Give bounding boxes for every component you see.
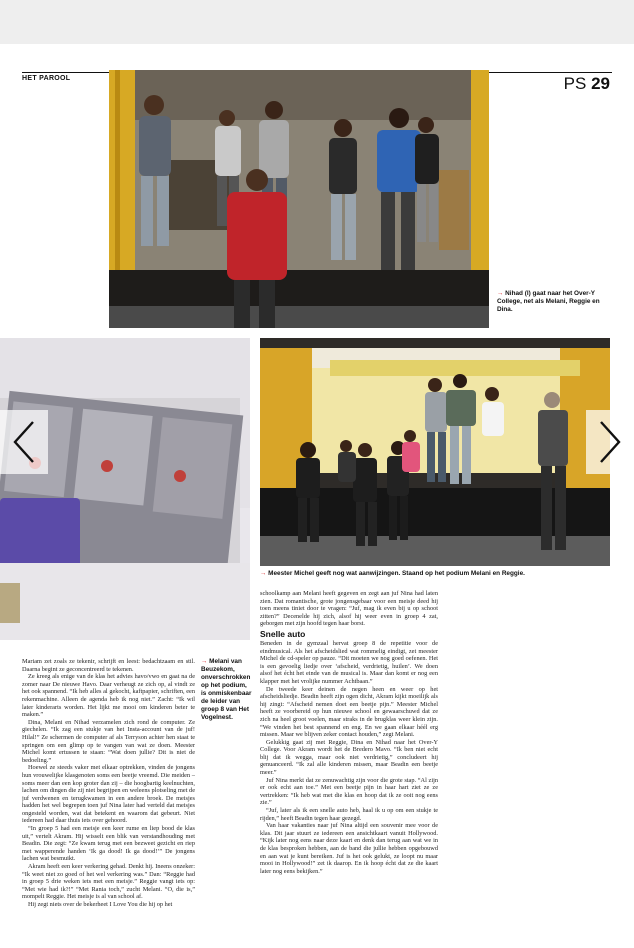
- paragraph: Juf Nina merkt dat ze zenuwachtig zijn voor die grote stap. “Al zijn er ook echt aan toe.” Met een beetje pijn in haar hart ziet ze ze vertrekken: “Ik heb wat met die klas en hoop dat ik ze ooit nog eens zie.”: [260, 776, 438, 807]
- top-photo-image: [109, 70, 489, 328]
- pullquote-text: Melani van Beuzekom, onverschrokken op het podium, is onmiskenbaar de leider van groep 8 van Het Vogelnest.: [201, 658, 252, 721]
- paragraph: “Juf, later als ik een snelle auto heb, haal ik u op om een stukje te rijden,” heeft Beadin tegen haar gezegd.: [260, 807, 438, 822]
- paragraph: Van haar vakanties naar juf Nina altijd een souvenir mee voor de klas. Dit jaar stuurt ze iedereen een ansichtkaart vanuit Hollywood. “Kijk later nog eens naar deze kaart en denk dan terug aan wat we in de klas besproken hebben, aan de band die jullie hebben opgebouwd en aan wat je kunt bereiken. Juf is het ook gelukt, ze loopt nu maar mooi in Hollywood!” zet ik daarop. En ik hoop écht dat ze die kaart later nog eens bekijken.”: [260, 822, 438, 875]
- newspaper-page: [0, 44, 634, 948]
- paragraph: Beneden in de gymzaal hervat groep 8 de repetitie voor de eindmusical. Als het afscheidslied wat rommelig eindigt, zet meester Michel de cd-speler op pauze. “Dit moeten we nog goed oefenen. Het is een gevoelig liedje over ‘afscheid, verdrietig, huilen’. We doen alsof het écht het einde van de musical is. Maar dan komt er nog een klapper met het vrolijke nummer Achtbaan.”: [260, 639, 438, 685]
- paragraph: De tweede keer deinen de negen heen en weer op het afscheidsliedje. Beadin heeft zijn ogen dicht, Akram kijkt moeilijk als hij zingt: “Afscheid nemen doet een beetje pijn.” Meester Michel heeft ze voorbereid op hun nieuwe school en gewaarschuwd dat ze zich na heel groot voelen, maar straks in de brugklas weer klein zijn. “We vinden het best spannend en eng. En we gaan elkaar héél erg missen. Maar we blijven zeker contact houden,” zegt Melani.: [260, 685, 438, 739]
- stage-photo-image: [260, 338, 610, 566]
- top-photo: [109, 70, 489, 328]
- page-number: 29: [591, 74, 610, 93]
- paragraph: Hij zegt niets over de bekerheet I Love You die hij op het: [28, 901, 173, 908]
- stage-photo-caption: [260, 570, 610, 578]
- next-page-button[interactable]: [586, 410, 634, 474]
- prev-page-button[interactable]: [0, 410, 48, 474]
- viewer-top-bar: [0, 0, 634, 44]
- paragraph: Ze kreeg als enige van de klas het advies havo/vwo en gaat na de zomer naar De nieuwe Havo. Daar verheugt ze zich op, al vindt ze het ook spannend. “Ik heb alles al gekocht, kaftpapier, schriften, een rekenmachine. Alleen de agenda heb ik nog niet.” Zacht: “Ik wil later kinderarts worden. Het lijkt me mooi om kinderen beter te maken.”: [22, 673, 195, 719]
- pullquote-caption: [201, 658, 253, 722]
- subheading: Snelle auto: [260, 628, 306, 639]
- top-photo-caption-text: Nihad (l) gaat naar het Over-Y College, net als Melani, Reggie en Dina.: [497, 290, 600, 313]
- section-prefix: PS: [563, 74, 587, 93]
- paragraph: Akram heeft een keer verkering gehad. Denkt hij. Ineens onzeker: “Ik weet niet zo goed of het wel verkering was.” Dan: “Reggie had in groep 5 drie weken iets met een meisje.” Reggie vangt iets op: “Met wie had ik?!” “Met Rania toch,” zucht Melani. “O, die is,” mompelt Reggie. Het meisje is al van school af.: [22, 863, 195, 901]
- stage-photo: [260, 338, 610, 566]
- masthead: HET PAROOL: [22, 75, 71, 82]
- page-section: [564, 74, 610, 94]
- left-photo: [0, 338, 250, 640]
- top-photo-caption: [497, 290, 607, 314]
- caption-arrow: →: [497, 290, 504, 297]
- article-column-right: [260, 590, 438, 946]
- paragraph: Mariam zet zoals ze tekenir, schrijft en leest: bedachtzaam en stil. Daarna begint ze geconcentreerd te tekenen.: [22, 658, 195, 673]
- paragraph: “In groep 5 had een meisje een keer rume en liep bood de klas uit,” vertelt Akram. Hij wisselt een blik van verstandhouding met Beadin. Die zegt: “Ze kwam terug met een bezweet gezicht en riep met wapperende handen ‘Ik ga dood! Ik ga dood!’” De jongens lachen wat besmuikt.: [22, 825, 195, 863]
- stage-photo-caption-text: Meester Michel geeft nog wat aanwijzingen. Staand op het podium Melani en Reggie.: [268, 570, 525, 577]
- paragraph: Gelukkig gaat zij met Reggie, Dina en Nihad naar het Over-Y College. Voor Akram wordt het de Bredero Mavo. “Ik ben niet echt blij dat ik wegga, maar ook niet verdrietig,” concludeert hij genuanceerd. “Ik zal alle kinderen missen, maar Beadin een beetje meer.”: [260, 738, 438, 777]
- caption-arrow: →: [260, 570, 267, 577]
- article-column-left: [22, 658, 195, 946]
- paragraph: Dina, Melani en Nihad verzamelen zich rond de computer. Ze giechelen. “Ik zag een stukje van het Insta-account van de juf! Hilal!” Ze schermen de computer af als Terryson achter hen staat te springen om een glimp op te vangen van wat ze doen. Meester Michel komt ertussen te staan: “Wat doen jullie? Dit is niet de bedoeling.”: [22, 718, 195, 764]
- paragraph: Hoewel ze steeds vaker met elkaar optrekken, vinden de jongens hun vrouwelijke klasgenoten soms een beetje vreemd. Die meiden – soms meer dan een kop groter dan zij – die hoogbartig keelnuchten, lachen om dingen die zij niet begrijpen en weleens plotseling met de juf verdwenen en terugkwamen in een andere broek. De meisjes hadden het wel begrepen toen juf Nina later had verteld dat meisjes ongesteld worden, wat dat betekent en waarom dat gebeurt. Niet iedereen had daar thuis iets over gehoord.: [22, 764, 195, 825]
- left-photo-image: [0, 338, 250, 640]
- chevron-right-icon: [597, 420, 623, 464]
- paragraph: schoolkamp aan Melani heeft gegeven en zegt aan juf Nina had laten zien. Dat romantische, grote jongensgebaar voor een meisje deed hij toen meens tiniet door te vragen: “Juf, mag ik even bij u op schoot zitten?” Decenelde hij zich, alsof hij weer even in groep 4 zat, geborgen met zijn hoofd tegen haar borst.: [260, 590, 438, 628]
- chevron-left-icon: [11, 420, 37, 464]
- caption-arrow: →: [201, 658, 208, 665]
